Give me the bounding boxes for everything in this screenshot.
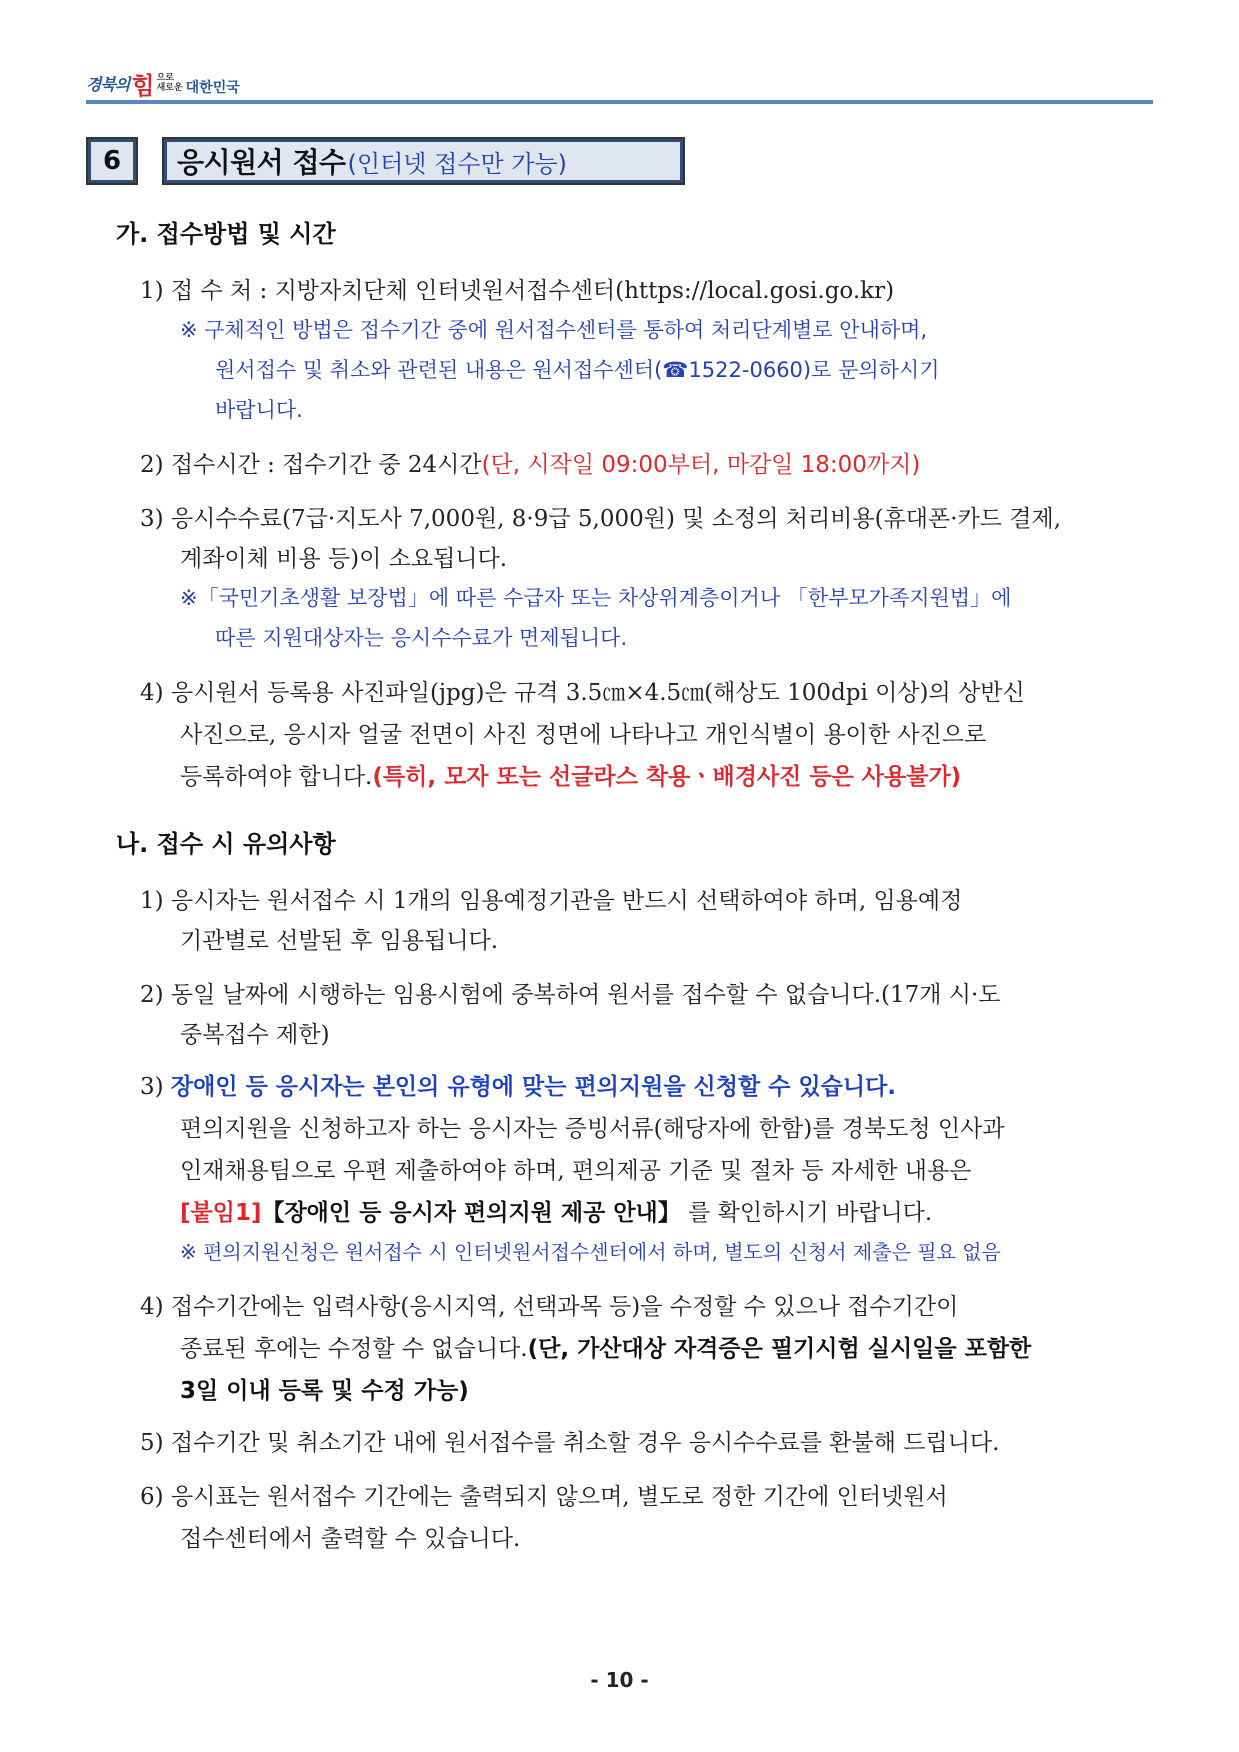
ga-note-3b: 따른 지원대상자는 응시수수료가 면제됩니다.	[215, 626, 628, 650]
na-note-3: ※ 편의지원신청은 원서접수 시 인터넷원서접수센터에서 하며, 별도의 신청서 제출은 필요 없음	[180, 1240, 1001, 1264]
logo-small-2: 새로운	[156, 83, 183, 93]
ga-item-2-time: (단, 시작일 09:00부터, 마감일 18:00까지)	[481, 452, 921, 478]
logo-country: 대한민국	[185, 80, 240, 96]
ga-item-4b: 사진으로, 응시자 얼굴 전면이 사진 정면에 나타나고 개인식별이 용이한 사진으로	[180, 722, 987, 748]
logo-small-text	[157, 73, 183, 93]
section-title-box	[162, 137, 685, 185]
na-item-3d-title: 【장애인 등 응시자 편의지원 제공 안내】	[261, 1200, 681, 1226]
section-number-box	[86, 137, 138, 185]
ga-note-3a: ※「국민기초생활 보장법」에 따른 수급자 또는 차상위계층이거나 「한부모가족지원법」에	[180, 586, 1012, 610]
ga-note-1c: 바랍니다.	[215, 398, 303, 422]
na-item-5: 5) 접수기간 및 취소기간 내에 원서접수를 취소할 경우 응시수수료를 환불해 드립니다.	[140, 1430, 1000, 1456]
na-item-3d-ref: [붙임1]	[180, 1200, 262, 1226]
header-divider	[86, 100, 1153, 104]
section-title-paren: (인터넷 접수만 가능)	[347, 149, 568, 178]
ga-item-4c-text: 등록하여야 합니다.	[180, 764, 373, 790]
na-item-3c: 인재채용팀으로 우편 제출하여야 하며, 편의제공 기준 및 절차 등 자세한 내용은	[180, 1158, 972, 1184]
na-item-4c: 3일 이내 등록 및 수정 가능)	[180, 1378, 469, 1404]
na-item-3-number: 3)	[140, 1074, 164, 1100]
ga-note-1b: 원서접수 및 취소와 관련된 내용은 원서접수센터(☎1522-0660)로 문의하시기	[215, 358, 940, 382]
na-item-3d	[180, 1194, 932, 1227]
ga-item-1: 1) 접 수 처 : 지방자치단체 인터넷원서접수센터(https://local.gosi.go.kr)	[140, 278, 895, 304]
ga-item-3a: 3) 응시수수료(7급·지도사 7,000원, 8·9급 5,000원) 및 소정의 처리비용(휴대폰·카드 결제,	[140, 506, 1062, 532]
section-title-inner	[166, 141, 681, 181]
ga-item-3b: 계좌이체 비용 등)이 소요됩니다.	[180, 546, 508, 572]
na-item-2b: 중복접수 제한)	[180, 1022, 330, 1048]
na-item-4b-text: 종료된 후에는 수정할 수 없습니다.	[180, 1336, 528, 1362]
subheading-na: 나. 접수 시 유의사항	[116, 830, 336, 858]
logo-brand: 경북의	[86, 74, 130, 94]
ga-item-4a: 4) 응시원서 등록용 사진파일(jpg)은 규격 3.5㎝×4.5㎝(해상도 100dpi 이상)의 상반신	[140, 680, 1025, 706]
ga-item-2	[140, 446, 920, 479]
na-item-3d-text: 를 확인하시기 바랍니다.	[688, 1200, 933, 1226]
na-item-2a: 2) 동일 날짜에 시행하는 임용시험에 중복하여 원서를 접수할 수 없습니다.(17개 시·도	[140, 982, 1001, 1008]
na-item-3b: 편의지원을 신청하고자 하는 응시자는 증빙서류(해당자에 한함)를 경북도청 인사과	[180, 1116, 1005, 1142]
section-title: 응시원서 접수	[177, 146, 346, 179]
subheading-ga: 가. 접수방법 및 시간	[116, 220, 336, 248]
ga-item-4c	[180, 758, 961, 791]
na-item-6b: 접수센터에서 출력할 수 있습니다.	[180, 1526, 521, 1552]
page-number: - 10 -	[590, 1668, 649, 1692]
na-item-3-highlight: 장애인 등 응시자는 본인의 유형에 맞는 편의지원을 신청할 수 있습니다.	[170, 1074, 897, 1100]
logo-small-1: 으로	[156, 73, 174, 83]
na-item-4b	[180, 1330, 1031, 1363]
section-number: 6	[90, 141, 134, 181]
logo-mark: 힘	[131, 71, 155, 100]
header-logo	[86, 66, 240, 100]
na-item-4a: 4) 접수기간에는 입력사항(응시지역, 선택과목 등)을 수정할 수 있으나 접수기간이	[140, 1294, 959, 1320]
na-item-3a	[140, 1068, 896, 1101]
ga-item-4c-warning: (특히, 모자 또는 선글라스 착용ㆍ배경사진 등은 사용불가)	[372, 764, 962, 790]
na-item-1b: 기관별로 선발된 후 임용됩니다.	[180, 928, 499, 954]
na-item-4b-bold: (단, 가산대상 자격증은 필기시험 실시일을 포함한	[527, 1336, 1032, 1362]
na-item-1a: 1) 응시자는 원서접수 시 1개의 임용예정기관을 반드시 선택하여야 하며, 임용예정	[140, 888, 963, 914]
ga-item-2-text: 2) 접수시간 : 접수기간 중 24시간	[140, 452, 482, 478]
na-item-6a: 6) 응시표는 원서접수 기간에는 출력되지 않으며, 별도로 정한 기간에 인터넷원서	[140, 1484, 948, 1510]
ga-note-1a: ※ 구체적인 방법은 접수기간 중에 원서접수센터를 통하여 처리단계별로 안내하며,	[180, 318, 928, 342]
